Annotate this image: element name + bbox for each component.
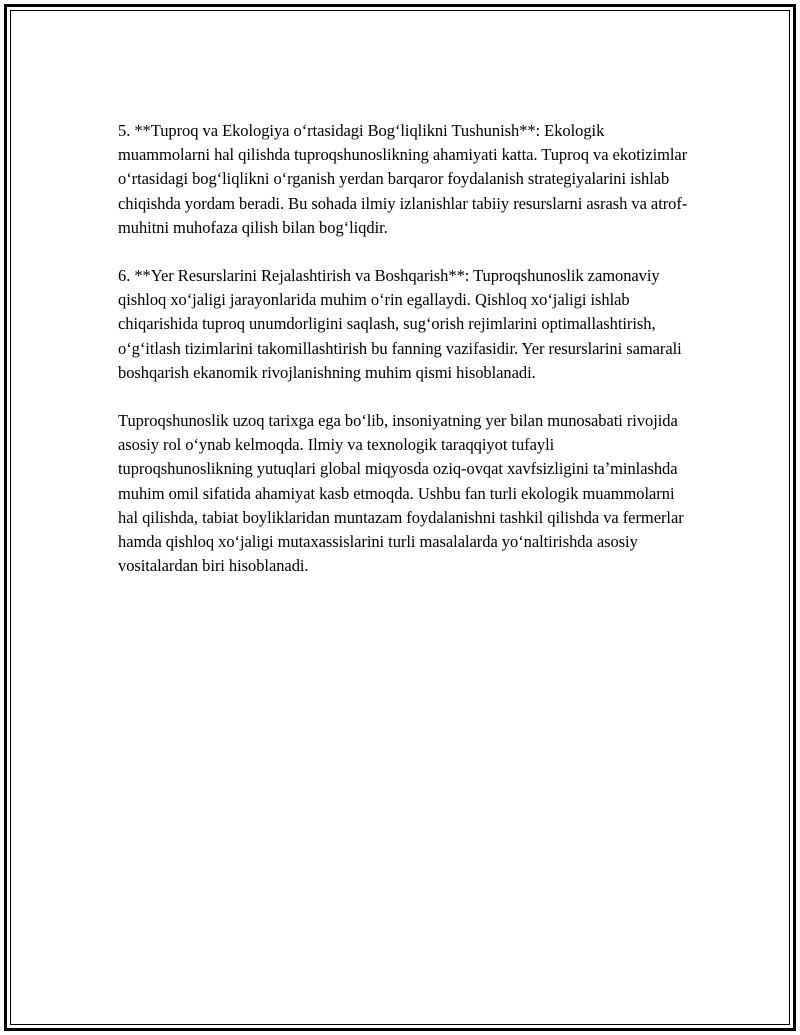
document-body — [118, 119, 690, 602]
paragraph-conclusion: Tuproqshunoslik uzoq tarixga ega boʻlib, insoniyatning yer bilan munosabati rivojida asosiy rol oʻynab kelmoqda. Ilmiy va texnologik taraqqiyot tufayli tuproqshunoslikning yutuqlari global miqyosda oziq-ovqat xavfsizligini taʼminlashda muhim omil sifatida ahamiyat kasb etmoqda. Ushbu fan turli ekologik muammolarni hal qilishda, tabiat boyliklaridan muntazam foydalanishni tashkil qilishda va fermerlar hamda qishloq xoʻjaligi mutaxassislarini turli masalalarda yoʻnaltirishda asosiy vositalardan biri hisoblanadi. — [118, 411, 684, 576]
paragraph-land-resources: 6. **Yer Resurslarini Rejalashtirish va Boshqarish**: Tuproqshunoslik zamonaviy qishloq xoʻjaligi jarayonlarida muhim oʻrin egallaydi. Qishloq xoʻjaligi ishlab chiqarishida tuproq unumdorligini saqlash, sugʻorish rejimlarini optimallashtirish, oʻgʻitlash tizimlarini takomillashtirish bu fanning vazifasidir. Yer resurslarini samarali boshqarish ekanomik rivojlanishning muhim qismi hisoblanadi. — [118, 266, 682, 382]
paragraph-soil-ecology: 5. **Tuproq va Ekologiya oʻrtasidagi Bogʻliqlikni Tushunish**: Ekologik muammolarni hal qilishda tuproqshunoslikning ahamiyati katta. Tuproq va ekotizimlar oʻrtasidagi bogʻliqlikni oʻrganish yerdan barqaror foydalanish strategiyalarini ishlab chiqishda yordam beradi. Bu sohada ilmiy izlanishlar tabiiy resurslarni asrash va atrof-muhitni muhofaza qilish bilan bogʻliqdir. — [118, 121, 688, 237]
